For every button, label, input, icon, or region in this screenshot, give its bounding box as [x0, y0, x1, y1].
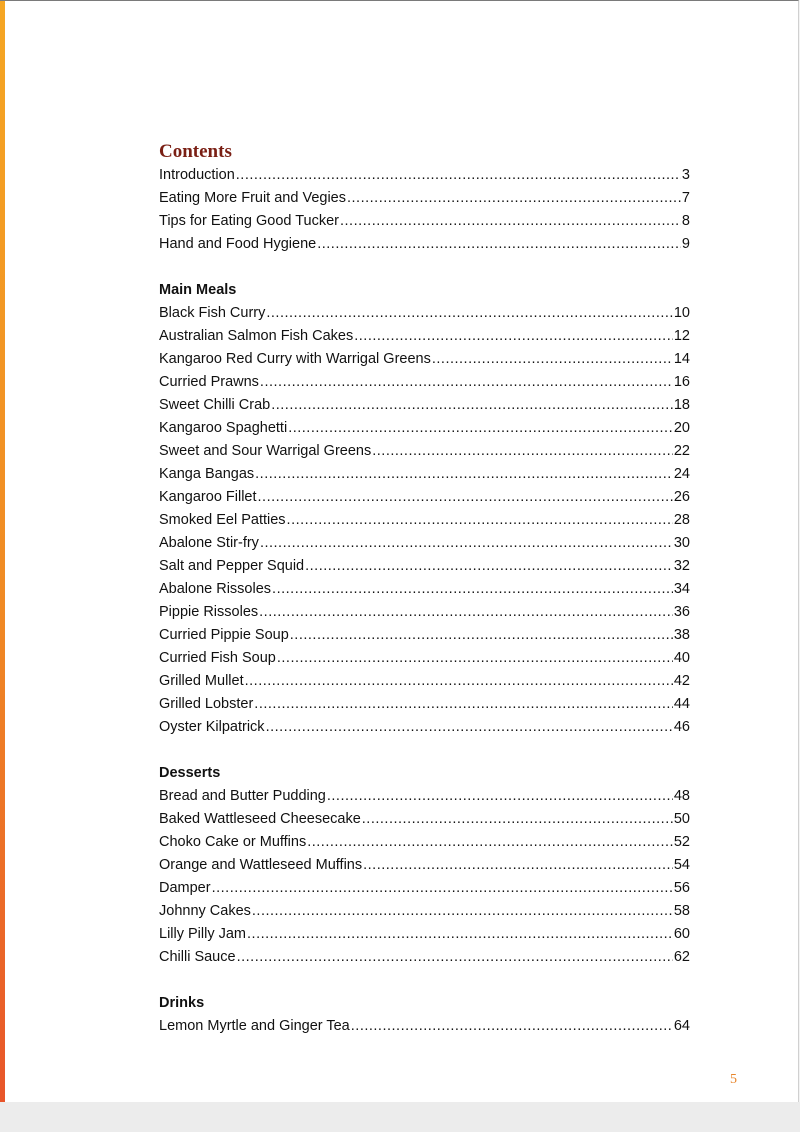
toc-entry[interactable] — [159, 394, 690, 417]
toc-entry-label: Curried Fish Soup — [159, 650, 276, 666]
toc-entry-label: Sweet Chilli Crab — [159, 397, 271, 413]
toc-entry-label: Orange and Wattleseed Muffins — [159, 857, 363, 873]
dot-leader — [277, 647, 673, 670]
toc-entry[interactable] — [159, 670, 690, 693]
toc-entry-label: Choko Cake or Muffins — [159, 834, 307, 850]
toc-entry-label: Australian Salmon Fish Cakes — [159, 328, 354, 344]
toc-entry-page: 40 — [673, 650, 690, 666]
toc-entry[interactable] — [159, 1015, 690, 1038]
dot-leader — [271, 394, 673, 417]
orange-edge-bar — [0, 1, 5, 1103]
toc-entry-page: 8 — [681, 213, 690, 229]
dot-leader — [305, 555, 673, 578]
toc-entry-page: 10 — [673, 305, 690, 321]
dot-leader — [266, 716, 673, 739]
toc-entry-label: Introduction — [159, 167, 235, 183]
toc-entry[interactable] — [159, 946, 690, 969]
toc-entry-label: Lilly Pilly Jam — [159, 926, 247, 942]
toc-entry-label: Bread and Butter Pudding — [159, 788, 326, 804]
toc-entry-label: Baked Wattleseed Cheesecake — [159, 811, 361, 827]
dot-leader — [351, 1015, 673, 1038]
toc-entry-label: Abalone Stir-fry — [159, 535, 259, 551]
toc-entry[interactable] — [159, 532, 690, 555]
toc-entry-label: Salt and Pepper Squid — [159, 558, 305, 574]
toc-entry-label: Tips for Eating Good Tucker — [159, 213, 339, 229]
viewer-bottom-strip — [0, 1102, 800, 1132]
toc-entry-label: Chilli Sauce — [159, 949, 236, 965]
section-spacer — [159, 256, 690, 279]
toc-entry-page: 62 — [673, 949, 690, 965]
toc-entry[interactable] — [159, 716, 690, 739]
toc-entry-label: Grilled Lobster — [159, 696, 254, 712]
dot-leader — [307, 831, 673, 854]
toc-entry[interactable] — [159, 417, 690, 440]
toc-entry-page: 34 — [673, 581, 690, 597]
toc-entry-label: Grilled Mullet — [159, 673, 244, 689]
toc-entry-label: Lemon Myrtle and Ginger Tea — [159, 1018, 350, 1034]
toc-entry-page: 42 — [673, 673, 690, 689]
dot-leader — [432, 348, 673, 371]
dot-leader — [290, 624, 673, 647]
toc-entry-label: Eating More Fruit and Vegies — [159, 190, 346, 206]
toc-entry[interactable] — [159, 624, 690, 647]
toc-entry-page: 30 — [673, 535, 690, 551]
toc-entry[interactable] — [159, 854, 690, 877]
toc-entry-page: 64 — [673, 1018, 690, 1034]
toc-entry-page: 50 — [673, 811, 690, 827]
dot-leader — [272, 578, 673, 601]
toc-entry-label: Black Fish Curry — [159, 305, 266, 321]
toc-entry[interactable] — [159, 486, 690, 509]
toc-entry[interactable] — [159, 923, 690, 946]
dot-leader — [258, 486, 673, 509]
toc-entry-page: 26 — [673, 489, 690, 505]
dot-leader — [260, 532, 673, 555]
toc-entry-page: 56 — [673, 880, 690, 896]
toc-entry-label: Abalone Rissoles — [159, 581, 272, 597]
toc-entry[interactable] — [159, 555, 690, 578]
dot-leader — [247, 923, 673, 946]
dot-leader — [327, 785, 673, 808]
dot-leader — [287, 509, 673, 532]
dot-leader — [340, 210, 681, 233]
dot-leader — [252, 900, 673, 923]
toc-sections — [159, 256, 690, 1038]
toc-entry-page: 28 — [673, 512, 690, 528]
page-number: 5 — [730, 1072, 737, 1087]
toc-entry[interactable] — [159, 187, 690, 210]
dot-leader — [254, 693, 673, 716]
dot-leader — [266, 302, 673, 325]
section-spacer — [159, 739, 690, 762]
toc-entry[interactable] — [159, 348, 690, 371]
toc-entry-label: Kangaroo Red Curry with Warrigal Greens — [159, 351, 431, 367]
dot-leader — [259, 601, 673, 624]
toc-entry[interactable] — [159, 210, 690, 233]
toc-entry-page: 20 — [673, 420, 690, 436]
toc-entry-label: Curried Pippie Soup — [159, 627, 289, 643]
dot-leader — [363, 854, 673, 877]
dot-leader — [288, 417, 673, 440]
toc-entry[interactable] — [159, 233, 690, 256]
dot-leader — [347, 187, 681, 210]
dot-leader — [372, 440, 673, 463]
toc-entry-page: 9 — [681, 236, 690, 252]
toc-entry-page: 22 — [673, 443, 690, 459]
toc-entry-page: 7 — [681, 190, 690, 206]
toc-entry-page: 46 — [673, 719, 690, 735]
toc-entry-page: 36 — [673, 604, 690, 620]
toc-entry[interactable] — [159, 877, 690, 900]
section-heading: Drinks — [159, 995, 205, 1011]
toc-entry-page: 38 — [673, 627, 690, 643]
toc-entry-page: 12 — [673, 328, 690, 344]
toc-entry-page: 58 — [673, 903, 690, 919]
toc-entry-label: Kanga Bangas — [159, 466, 255, 482]
toc-entry-label: Kangaroo Fillet — [159, 489, 257, 505]
toc-entry[interactable] — [159, 509, 690, 532]
toc-entry-page: 18 — [673, 397, 690, 413]
toc-entry-page: 60 — [673, 926, 690, 942]
toc-entry[interactable] — [159, 831, 690, 854]
toc-entry-page: 16 — [673, 374, 690, 390]
toc-entry[interactable] — [159, 693, 690, 716]
toc-entry[interactable] — [159, 808, 690, 831]
toc-entry-page: 24 — [673, 466, 690, 482]
section-heading: Main Meals — [159, 282, 237, 298]
dot-leader — [237, 946, 673, 969]
toc-entry[interactable] — [159, 900, 690, 923]
toc-entry[interactable] — [159, 601, 690, 624]
toc-entry-page: 54 — [673, 857, 690, 873]
toc-entry[interactable] — [159, 647, 690, 670]
dot-leader — [212, 877, 673, 900]
toc-entry-page: 52 — [673, 834, 690, 850]
toc-entry-label: Damper — [159, 880, 211, 896]
table-of-contents — [159, 140, 690, 1038]
toc-entry-page: 3 — [681, 167, 690, 183]
toc-entry-page: 32 — [673, 558, 690, 574]
toc-entry-page: 48 — [673, 788, 690, 804]
toc-entry-label: Smoked Eel Patties — [159, 512, 286, 528]
dot-leader — [354, 325, 673, 348]
toc-entry-label: Hand and Food Hygiene — [159, 236, 317, 252]
toc-entry[interactable] — [159, 440, 690, 463]
toc-entry-label: Kangaroo Spaghetti — [159, 420, 288, 436]
toc-entry[interactable] — [159, 302, 690, 325]
section-spacer — [159, 969, 690, 992]
toc-entry[interactable] — [159, 164, 690, 187]
toc-entry[interactable] — [159, 325, 690, 348]
toc-entry[interactable] — [159, 578, 690, 601]
intro-list — [159, 164, 690, 256]
toc-entry-label: Sweet and Sour Warrigal Greens — [159, 443, 372, 459]
toc-entry-label: Oyster Kilpatrick — [159, 719, 265, 735]
dot-leader — [245, 670, 673, 693]
dot-leader — [255, 463, 673, 486]
toc-entry-label: Johnny Cakes — [159, 903, 251, 919]
toc-entry-label: Pippie Rissoles — [159, 604, 259, 620]
section-heading: Desserts — [159, 765, 221, 781]
contents-title: Contents — [159, 141, 232, 162]
toc-entry-page: 44 — [673, 696, 690, 712]
toc-entry[interactable] — [159, 371, 690, 394]
toc-entry-label: Curried Prawns — [159, 374, 259, 390]
toc-entry[interactable] — [159, 785, 690, 808]
toc-entry[interactable] — [159, 463, 690, 486]
toc-entry-page: 14 — [673, 351, 690, 367]
dot-leader — [317, 233, 681, 256]
dot-leader — [260, 371, 673, 394]
dot-leader — [362, 808, 673, 831]
dot-leader — [236, 164, 681, 187]
